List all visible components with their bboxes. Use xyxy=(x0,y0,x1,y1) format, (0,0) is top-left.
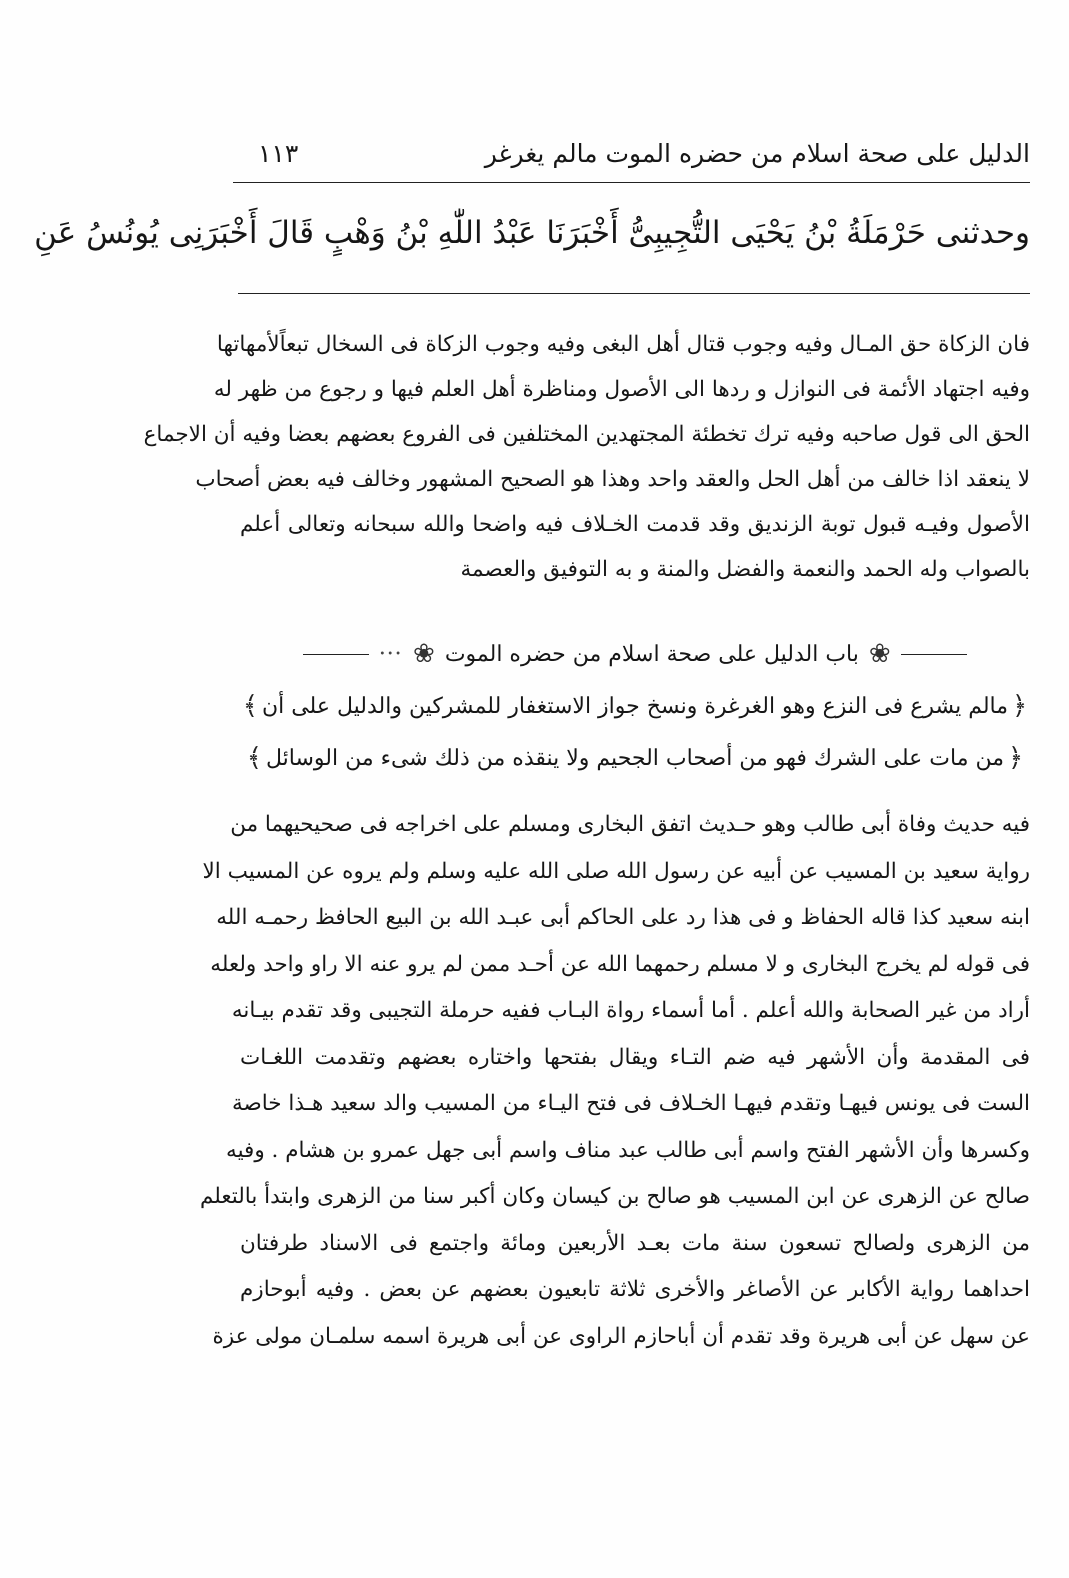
commentary-line: فى المقدمة وأن الأشهر فيه ضم التـاء ويقال بفتحها واختاره بعضهم وتقدمت اللغـات xyxy=(240,1044,1030,1070)
chapter-heading xyxy=(240,632,1030,676)
commentary-line: من الزهرى ولصالح تسعون سنة مات بعـد الأربعين ومائة واجتمع فى الاسناد طرفتان xyxy=(240,1230,1030,1256)
commentary-line: الحق الى قول صاحبه وفيه ترك تخطئة المجتهدين المختلفين فى الفروع بعضهم بعضا وفيه أن الاجماع xyxy=(143,422,1030,447)
running-header xyxy=(238,128,1030,178)
chapter-subtitle-text: من مات على الشرك فهو من أصحاب الجحيم ولا ينقذه من ذلك شىء من الوسائل xyxy=(266,745,1005,771)
ornament-dots: ••• xyxy=(379,648,404,660)
commentary-line: وفيه اجتهاد الأئمة فى النوازل و ردها الى الأصول ومناظرة أهل العلم فيها و رجوع من ظهر له xyxy=(213,377,1030,402)
page-number: ١١٣ xyxy=(258,138,299,168)
heading-dash xyxy=(901,654,967,655)
heading-dash xyxy=(303,654,369,655)
chapter-subtitle-line-1 xyxy=(240,684,1030,728)
commentary-line: وكسرها وأن الأشهر الفتح واسم أبى طالب عبد مناف واسم أبى جهل عمرو بن هشام . وفيه xyxy=(226,1137,1030,1163)
commentary-line: بالصواب وله الحمد والنعمة والفضل والمنة و به التوفيق والعصمة xyxy=(460,557,1030,582)
ornament-icon: ❀ xyxy=(868,639,891,669)
commentary-line: فى قوله لم يخرج البخارى و لا مسلم رحمهما الله عن أحـد ممن لم يرو عنه الا راو واحد ولعله xyxy=(210,951,1030,977)
running-title: الدليل على صحة اسلام من حضره الموت مالم يغرغر xyxy=(484,138,1030,168)
chapter-subtitle-line-2 xyxy=(240,736,1030,780)
commentary-line: أراد من غير الصحابة والله أعلم . أما أسماء رواة البـاب ففيه حرملة التجيبى وقد تقدم بيـانه xyxy=(231,998,1030,1023)
text-commentary-divider xyxy=(238,293,1030,294)
commentary-line: رواية سعيد بن المسيب عن أبيه عن رسول الله صلى الله عليه وسلم ولم يروه عن المسيب الا xyxy=(202,858,1030,884)
ornate-bracket-close-icon: ﴾ xyxy=(242,691,258,721)
commentary-line: فيه حديث وفاة أبى طالب وهو حـديث اتفق البخارى ومسلم على اخراجه فى صحيحيهما من xyxy=(230,812,1030,837)
commentary-line: الأصول وفيـه قبول توبة الزنديق وقد قدمت الخـلاف فيه واضحا والله سبحانه وتعالى أعلم xyxy=(240,512,1030,537)
hadith-text-line: وحدثنى حَرْمَلَةُ بْنُ يَحْيَى التُّجِيبِىُّ أَخْبَرَنَا عَبْدُ اللّٰهِ بْنُ وَهْبٍ قَالَ أَخْبَرَنِى يُونُسُ عَنِ xyxy=(34,215,1030,251)
ornate-bracket-open-icon: ﴿ xyxy=(1008,743,1024,773)
chapter-title: باب الدليل على صحة اسلام من حضره الموت xyxy=(444,641,859,667)
commentary-line: صالح عن الزهرى عن ابن المسيب هو صالح بن كيسان وكان أكبر سنا من الزهرى وابتدأ بالتعلم xyxy=(199,1184,1030,1209)
chapter-subtitle-text: مالم يشرع فى النزع وهو الغرغرة ونسخ جواز الاستغفار للمشركين والدليل على أن xyxy=(261,693,1009,719)
ornate-bracket-open-icon: ﴿ xyxy=(1012,691,1028,721)
commentary-line: الست فى يونس فيهـا وتقدم فيهـا الخـلاف فى فتح اليـاء من المسيب والد سعيد هـذا خاصة xyxy=(231,1091,1030,1116)
commentary-line: عن سهل عن أبى هريرة وقد تقدم أن أباحازم الراوى عن أبى هريرة اسمه سلمـان مولى عزة xyxy=(212,1323,1030,1349)
ornament-icon: ❀ xyxy=(413,639,435,669)
header-rule xyxy=(233,182,1030,183)
commentary-line: لا ينعقد اذا خالف من أهل الحل والعقد واحد وهذا هو الصحيح المشهور وخالف فيه بعض أصحاب xyxy=(195,467,1030,492)
commentary-line: فان الزكاة حق المـال وفيه وجوب قتال أهل البغى وفيه وجوب الزكاة فى السخال تبعاًلأمهاتها xyxy=(216,332,1030,357)
commentary-block-1 xyxy=(143,322,1030,592)
commentary-line: ابنه سعيد كذا قاله الحفاظ و فى هذا رد على الحاكم أبى عبـد الله بن البيع الحافظ رحمـه الله xyxy=(216,905,1030,930)
commentary-line: احداهما رواية الأكابر عن الأصاغر والأخرى ثلاثة تابعيون بعضهم عن بعض . وفيه أبوحازم xyxy=(240,1277,1030,1302)
commentary-block-2 xyxy=(199,802,1030,1360)
ornate-bracket-close-icon: ﴾ xyxy=(246,743,262,773)
